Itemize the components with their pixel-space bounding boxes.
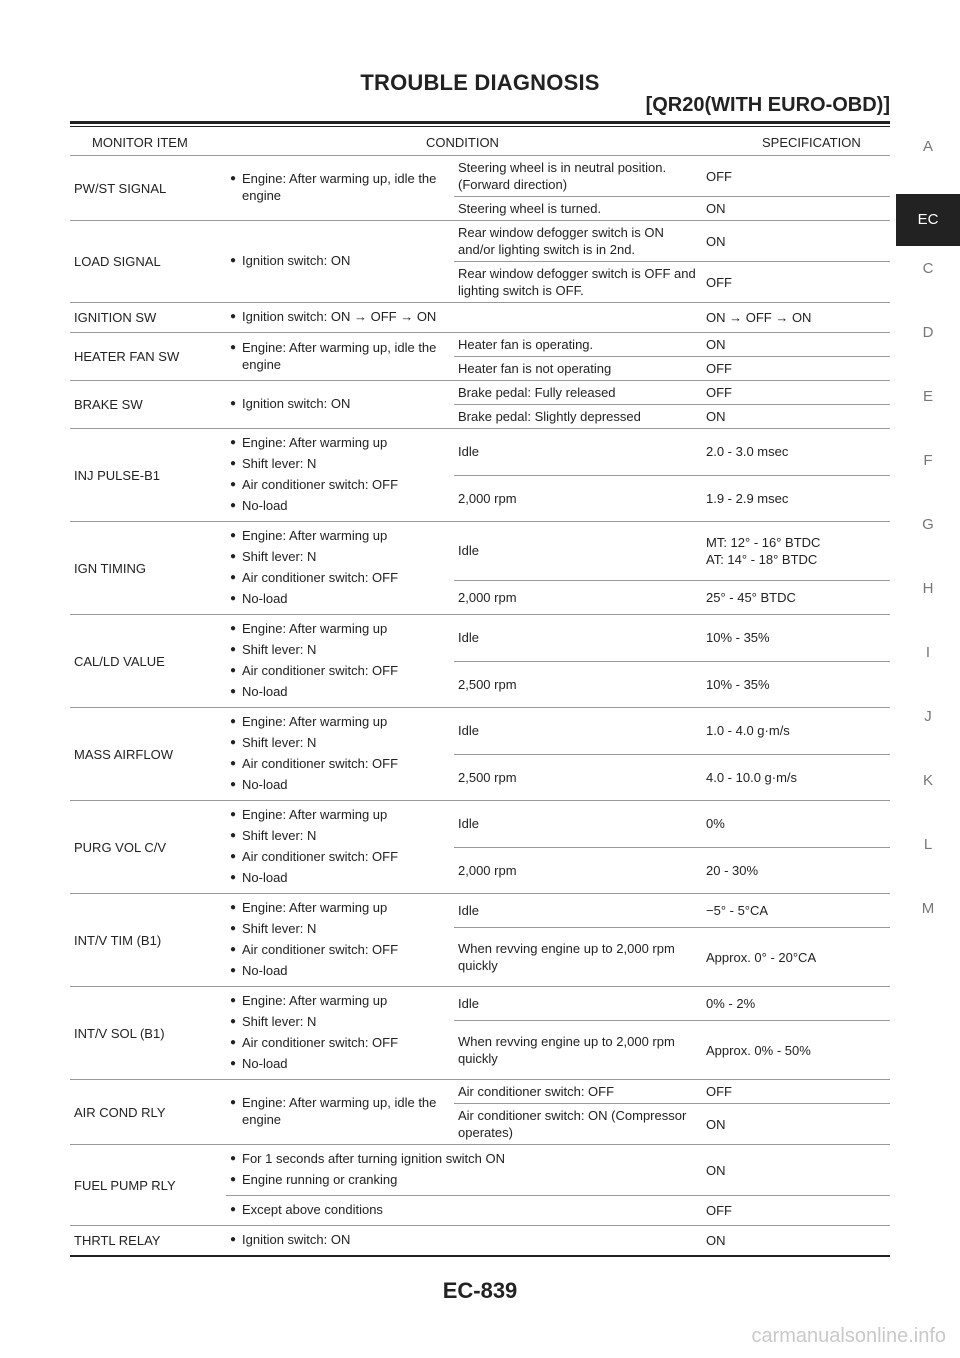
sub-condition-cell (454, 1021, 702, 1080)
spec-cell (702, 708, 890, 755)
condition-cell (226, 987, 454, 1080)
condition-bullet: ● Ignition switch: ON (230, 252, 450, 269)
table-row (70, 894, 890, 928)
spec-cell (702, 429, 890, 476)
section-tab-c[interactable]: C (922, 260, 934, 277)
table-row (70, 303, 890, 333)
condition-cell (226, 708, 454, 801)
sub-condition-cell (454, 1080, 702, 1104)
condition-bullet: ● Ignition switch: ON (230, 1231, 698, 1248)
monitor-item: THRTL RELAY (74, 1233, 161, 1248)
condition-bullet: ● Engine: After warming up (230, 620, 450, 637)
monitor-item: PW/ST SIGNAL (74, 180, 167, 196)
section-tab-l[interactable]: L (923, 836, 933, 853)
spec-value: OFF (706, 361, 732, 376)
spec-cell (702, 475, 890, 522)
sub-condition-cell (454, 262, 702, 303)
sub-condition-cell (454, 894, 702, 928)
condition-cell (226, 894, 454, 987)
condition-cell (226, 333, 454, 381)
monitor-item: IGN TIMING (74, 560, 146, 576)
section-tab-k[interactable]: K (922, 772, 933, 789)
sub-condition-cell (454, 221, 702, 262)
spec-value: ON (706, 409, 726, 424)
spec-value: 25° - 45° BTDC (706, 589, 796, 605)
condition-bullet: ● Engine: After warming up (230, 434, 450, 451)
monitor-item-cell (70, 894, 226, 987)
section-tab-e[interactable]: E (922, 388, 933, 405)
spec-cell (702, 381, 890, 405)
condition-bullet: ● No-load (230, 962, 450, 979)
sub-condition-cell (454, 708, 702, 755)
spec-value: 20 - 30% (706, 862, 759, 878)
monitor-item-cell (70, 708, 226, 801)
spec-cell (702, 661, 890, 708)
condition-bullet: ● Shift lever: N (230, 455, 450, 472)
sub-condition-cell (454, 405, 702, 429)
condition-bullet: ● Engine: After warming up (230, 899, 450, 916)
spec-cell (702, 522, 890, 581)
condition-bullet: ● Engine: After warming up (230, 527, 450, 544)
condition-bullet: ● Air conditioner switch: OFF (230, 941, 450, 958)
spec-value: ON (706, 201, 726, 216)
sub-condition-cell (454, 801, 702, 848)
spec-cell (702, 262, 890, 303)
monitor-item-cell (70, 381, 226, 429)
spec-cell (702, 197, 890, 221)
condition-cell (226, 303, 702, 333)
sub-condition: Idle (458, 444, 479, 460)
spec-value: ON (706, 1233, 726, 1248)
page-number: EC-839 (442, 1278, 518, 1303)
table-row (70, 221, 890, 262)
sub-condition: Brake pedal: Fully released (458, 385, 616, 400)
sub-condition: Idle (458, 723, 479, 739)
table-row (70, 987, 890, 1021)
table-body (70, 156, 890, 1257)
spec-cell (702, 221, 890, 262)
spec-value: OFF (706, 1203, 732, 1218)
page-subtitle: [QR20(WITH EURO-OBD)] (645, 94, 890, 116)
monitor-item: BRAKE SW (74, 397, 143, 412)
sub-condition-cell (454, 475, 702, 522)
condition-bullet: ● Engine: After warming up (230, 806, 450, 823)
monitor-item-cell (70, 303, 226, 333)
spec-cell (702, 754, 890, 801)
spec-cell (702, 580, 890, 614)
spec-cell (702, 1080, 890, 1104)
spec-value: Approx. 0% - 50% (706, 1042, 811, 1058)
condition-cell (226, 801, 454, 894)
sub-condition-cell (454, 429, 702, 476)
table-row (70, 801, 890, 848)
sub-condition: Air conditioner switch: ON (Compressor operates) (458, 1108, 687, 1140)
section-tab-ec[interactable]: EC (896, 194, 960, 246)
table-row (70, 1226, 890, 1257)
spec-value: OFF (706, 1084, 732, 1099)
sub-condition: Heater fan is not operating (458, 361, 612, 376)
condition-cell (226, 615, 454, 708)
sub-condition: 2,000 rpm (458, 862, 517, 878)
sub-condition: Idle (458, 816, 479, 832)
condition-bullet: ● No-load (230, 683, 450, 700)
spec-cell (702, 801, 890, 848)
table-row (70, 1145, 890, 1196)
spec-cell (702, 1145, 890, 1196)
monitor-item: HEATER FAN SW (74, 349, 180, 364)
spec-cell (702, 333, 890, 357)
spec-cell (702, 1104, 890, 1145)
sub-condition: Steering wheel is turned. (458, 201, 602, 216)
monitor-item: FUEL PUMP RLY (74, 1177, 176, 1193)
monitor-item: PURG VOL C/V (74, 839, 166, 855)
sub-condition-cell (454, 580, 702, 614)
sub-condition: Rear window defogger switch is ON and/or lighting switch is in 2nd. (458, 225, 664, 257)
monitor-item-cell (70, 1080, 226, 1145)
monitor-item: INT/V SOL (B1) (74, 1025, 165, 1041)
condition-bullet: ● No-load (230, 1055, 450, 1072)
condition-bullet: ● For 1 seconds after turning ignition switch ON (230, 1150, 698, 1167)
sub-condition: 2,000 rpm (458, 589, 517, 605)
sub-condition-cell (454, 661, 702, 708)
spec-cell (702, 303, 890, 333)
spec-value: 2.0 - 3.0 msec (706, 444, 789, 460)
spec-cell (702, 894, 890, 928)
condition-cell (226, 1145, 702, 1196)
monitor-item: MASS AIRFLOW (74, 746, 173, 762)
spec-value: −5° - 5°CA (706, 903, 769, 919)
sub-condition-cell (454, 847, 702, 894)
spec-value: OFF (706, 168, 732, 184)
table-row (70, 708, 890, 755)
condition-bullet: ● Air conditioner switch: OFF (230, 1034, 450, 1051)
monitor-item-cell (70, 429, 226, 522)
section-tab-a[interactable]: A (922, 138, 933, 155)
spec-value: 10% - 35% (706, 630, 770, 646)
spec-value: ON (706, 1162, 726, 1178)
monitor-item: CAL/LD VALUE (74, 653, 165, 669)
spec-value: Approx. 0° - 20°CA (706, 949, 817, 965)
section-tab-f[interactable]: F (923, 452, 933, 469)
header-monitor-item: MONITOR ITEM (70, 130, 226, 156)
monitor-item: INT/V TIM (B1) (74, 932, 162, 948)
sub-condition-cell (454, 522, 702, 581)
section-tab-i[interactable]: I (925, 644, 931, 661)
sub-condition: Idle (458, 543, 479, 559)
sub-condition: When revving engine up to 2,000 rpm quickly (458, 941, 675, 974)
table-row (70, 429, 890, 476)
section-index (896, 130, 960, 956)
condition-bullet: ● Air conditioner switch: OFF (230, 848, 450, 865)
table-row (70, 522, 890, 581)
spec-value: 4.0 - 10.0 g·m/s (706, 769, 798, 785)
condition-bullet: ● No-load (230, 869, 450, 886)
condition-cell (226, 1196, 702, 1226)
spec-cell (702, 928, 890, 987)
condition-bullet: ● Engine: After warming up, idle the engine (230, 339, 450, 373)
sub-condition: Idle (458, 630, 479, 646)
sub-condition-cell (454, 333, 702, 357)
spec-value: AT: 14° - 18° BTDC (706, 551, 818, 567)
condition-cell (226, 156, 454, 221)
section-tab-m[interactable]: M (921, 900, 935, 917)
spec-cell (702, 847, 890, 894)
condition-bullet: ● Air conditioner switch: OFF (230, 476, 450, 493)
condition-bullet: ● Engine: After warming up, idle the engine (230, 170, 450, 204)
monitor-item: INJ PULSE-B1 (74, 467, 160, 483)
sub-condition: Idle (458, 903, 479, 919)
condition-bullet: ● Engine running or cranking (230, 1171, 698, 1188)
sub-condition-cell (454, 197, 702, 221)
header-condition: CONDITION (226, 130, 702, 156)
section-tab-g[interactable]: G (922, 516, 934, 533)
condition-bullet: ● Engine: After warming up (230, 713, 450, 730)
spec-cell (702, 357, 890, 381)
watermark: carmanualsonline.info (751, 1325, 946, 1347)
header-rule-thin (70, 126, 890, 127)
condition-bullet: ● No-load (230, 776, 450, 793)
spec-value: 1.0 - 4.0 g·m/s (706, 723, 790, 739)
condition-bullet: ● No-load (230, 590, 450, 607)
sub-condition: Air conditioner switch: OFF (458, 1084, 615, 1099)
monitor-item: LOAD SIGNAL (74, 254, 161, 269)
sub-condition-cell (454, 754, 702, 801)
condition-bullet: ● Air conditioner switch: OFF (230, 662, 450, 679)
condition-bullet: ● Ignition switch: ON (230, 395, 450, 412)
section-tab-j[interactable]: J (924, 708, 932, 725)
spec-value: 0% - 2% (706, 996, 756, 1012)
monitor-item-cell (70, 1226, 226, 1257)
sub-condition: 2,500 rpm (458, 769, 517, 785)
monitor-item: IGNITION SW (74, 310, 157, 325)
condition-cell (226, 429, 454, 522)
condition-bullet: ● Shift lever: N (230, 827, 450, 844)
monitor-item-cell (70, 522, 226, 615)
monitor-item-cell (70, 615, 226, 708)
monitor-item-cell (70, 801, 226, 894)
sub-condition: Heater fan is operating. (458, 337, 594, 352)
monitor-item-cell (70, 221, 226, 303)
spec-value: 10% - 35% (706, 676, 770, 692)
spec-cell (702, 405, 890, 429)
condition-bullet: ● No-load (230, 497, 450, 514)
spec-cell (702, 1226, 890, 1257)
spec-value: OFF (706, 385, 732, 400)
sub-condition: Steering wheel is in neutral position. (Forward direction) (458, 160, 667, 192)
spec-value: OFF (706, 274, 732, 290)
monitor-spec-table (70, 130, 890, 1257)
sub-condition-cell (454, 357, 702, 381)
condition-cell (226, 381, 454, 429)
monitor-item-cell (70, 1145, 226, 1226)
condition-bullet: ● Engine: After warming up, idle the engine (230, 1094, 450, 1128)
condition-bullet: ● Shift lever: N (230, 641, 450, 658)
sub-condition-cell (454, 615, 702, 662)
spec-value: 0% (706, 816, 725, 832)
condition-bullet: ● Engine: After warming up (230, 992, 450, 1009)
spec-value: ON (706, 1116, 726, 1132)
sub-condition: Idle (458, 996, 479, 1012)
page-title: TROUBLE DIAGNOSIS (360, 70, 600, 95)
condition-cell (226, 1080, 454, 1145)
section-tab-d[interactable]: D (922, 324, 934, 341)
sub-condition-cell (454, 381, 702, 405)
table-row (70, 615, 890, 662)
condition-cell (226, 522, 454, 615)
spec-value: 1.9 - 2.9 msec (706, 490, 789, 506)
table-row (70, 1080, 890, 1104)
condition-bullet: ● Shift lever: N (230, 734, 450, 751)
spec-cell (702, 156, 890, 197)
monitor-item: AIR COND RLY (74, 1104, 166, 1120)
spec-value: ON → OFF → ON (706, 310, 812, 325)
spec-cell (702, 1021, 890, 1080)
spec-value: ON (706, 233, 726, 249)
sub-condition: Brake pedal: Slightly depressed (458, 409, 641, 424)
table-row (70, 333, 890, 357)
monitor-item-cell (70, 987, 226, 1080)
spec-value: ON (706, 337, 726, 352)
sub-condition: 2,500 rpm (458, 676, 517, 692)
header-specification: SPECIFICATION (702, 130, 890, 156)
condition-cell (226, 221, 454, 303)
table-header-row (70, 130, 890, 156)
condition-cell (226, 1226, 702, 1257)
spec-cell (702, 615, 890, 662)
header-rule (70, 121, 890, 124)
sub-condition: Rear window defogger switch is OFF and lighting switch is OFF. (458, 266, 696, 298)
section-tab-h[interactable]: H (922, 580, 934, 597)
sub-condition-cell (454, 928, 702, 987)
spec-cell (702, 1196, 890, 1226)
spec-value: MT: 12° - 16° BTDC (706, 534, 821, 550)
condition-bullet: ● Shift lever: N (230, 1013, 450, 1030)
monitor-item-cell (70, 333, 226, 381)
monitor-item-cell (70, 156, 226, 221)
sub-condition-cell (454, 987, 702, 1021)
table-row (70, 381, 890, 405)
sub-condition-cell (454, 1104, 702, 1145)
condition-bullet: ● Ignition switch: ON → OFF → ON (230, 308, 698, 325)
condition-bullet: ● Air conditioner switch: OFF (230, 569, 450, 586)
sub-condition: 2,000 rpm (458, 490, 517, 506)
sub-condition-cell (454, 156, 702, 197)
condition-bullet: ● Shift lever: N (230, 920, 450, 937)
table-row (70, 156, 890, 197)
spec-cell (702, 987, 890, 1021)
condition-bullet: ● Shift lever: N (230, 548, 450, 565)
condition-bullet: ● Except above conditions (230, 1201, 698, 1218)
condition-bullet: ● Air conditioner switch: OFF (230, 755, 450, 772)
sub-condition: When revving engine up to 2,000 rpm quickly (458, 1034, 675, 1067)
